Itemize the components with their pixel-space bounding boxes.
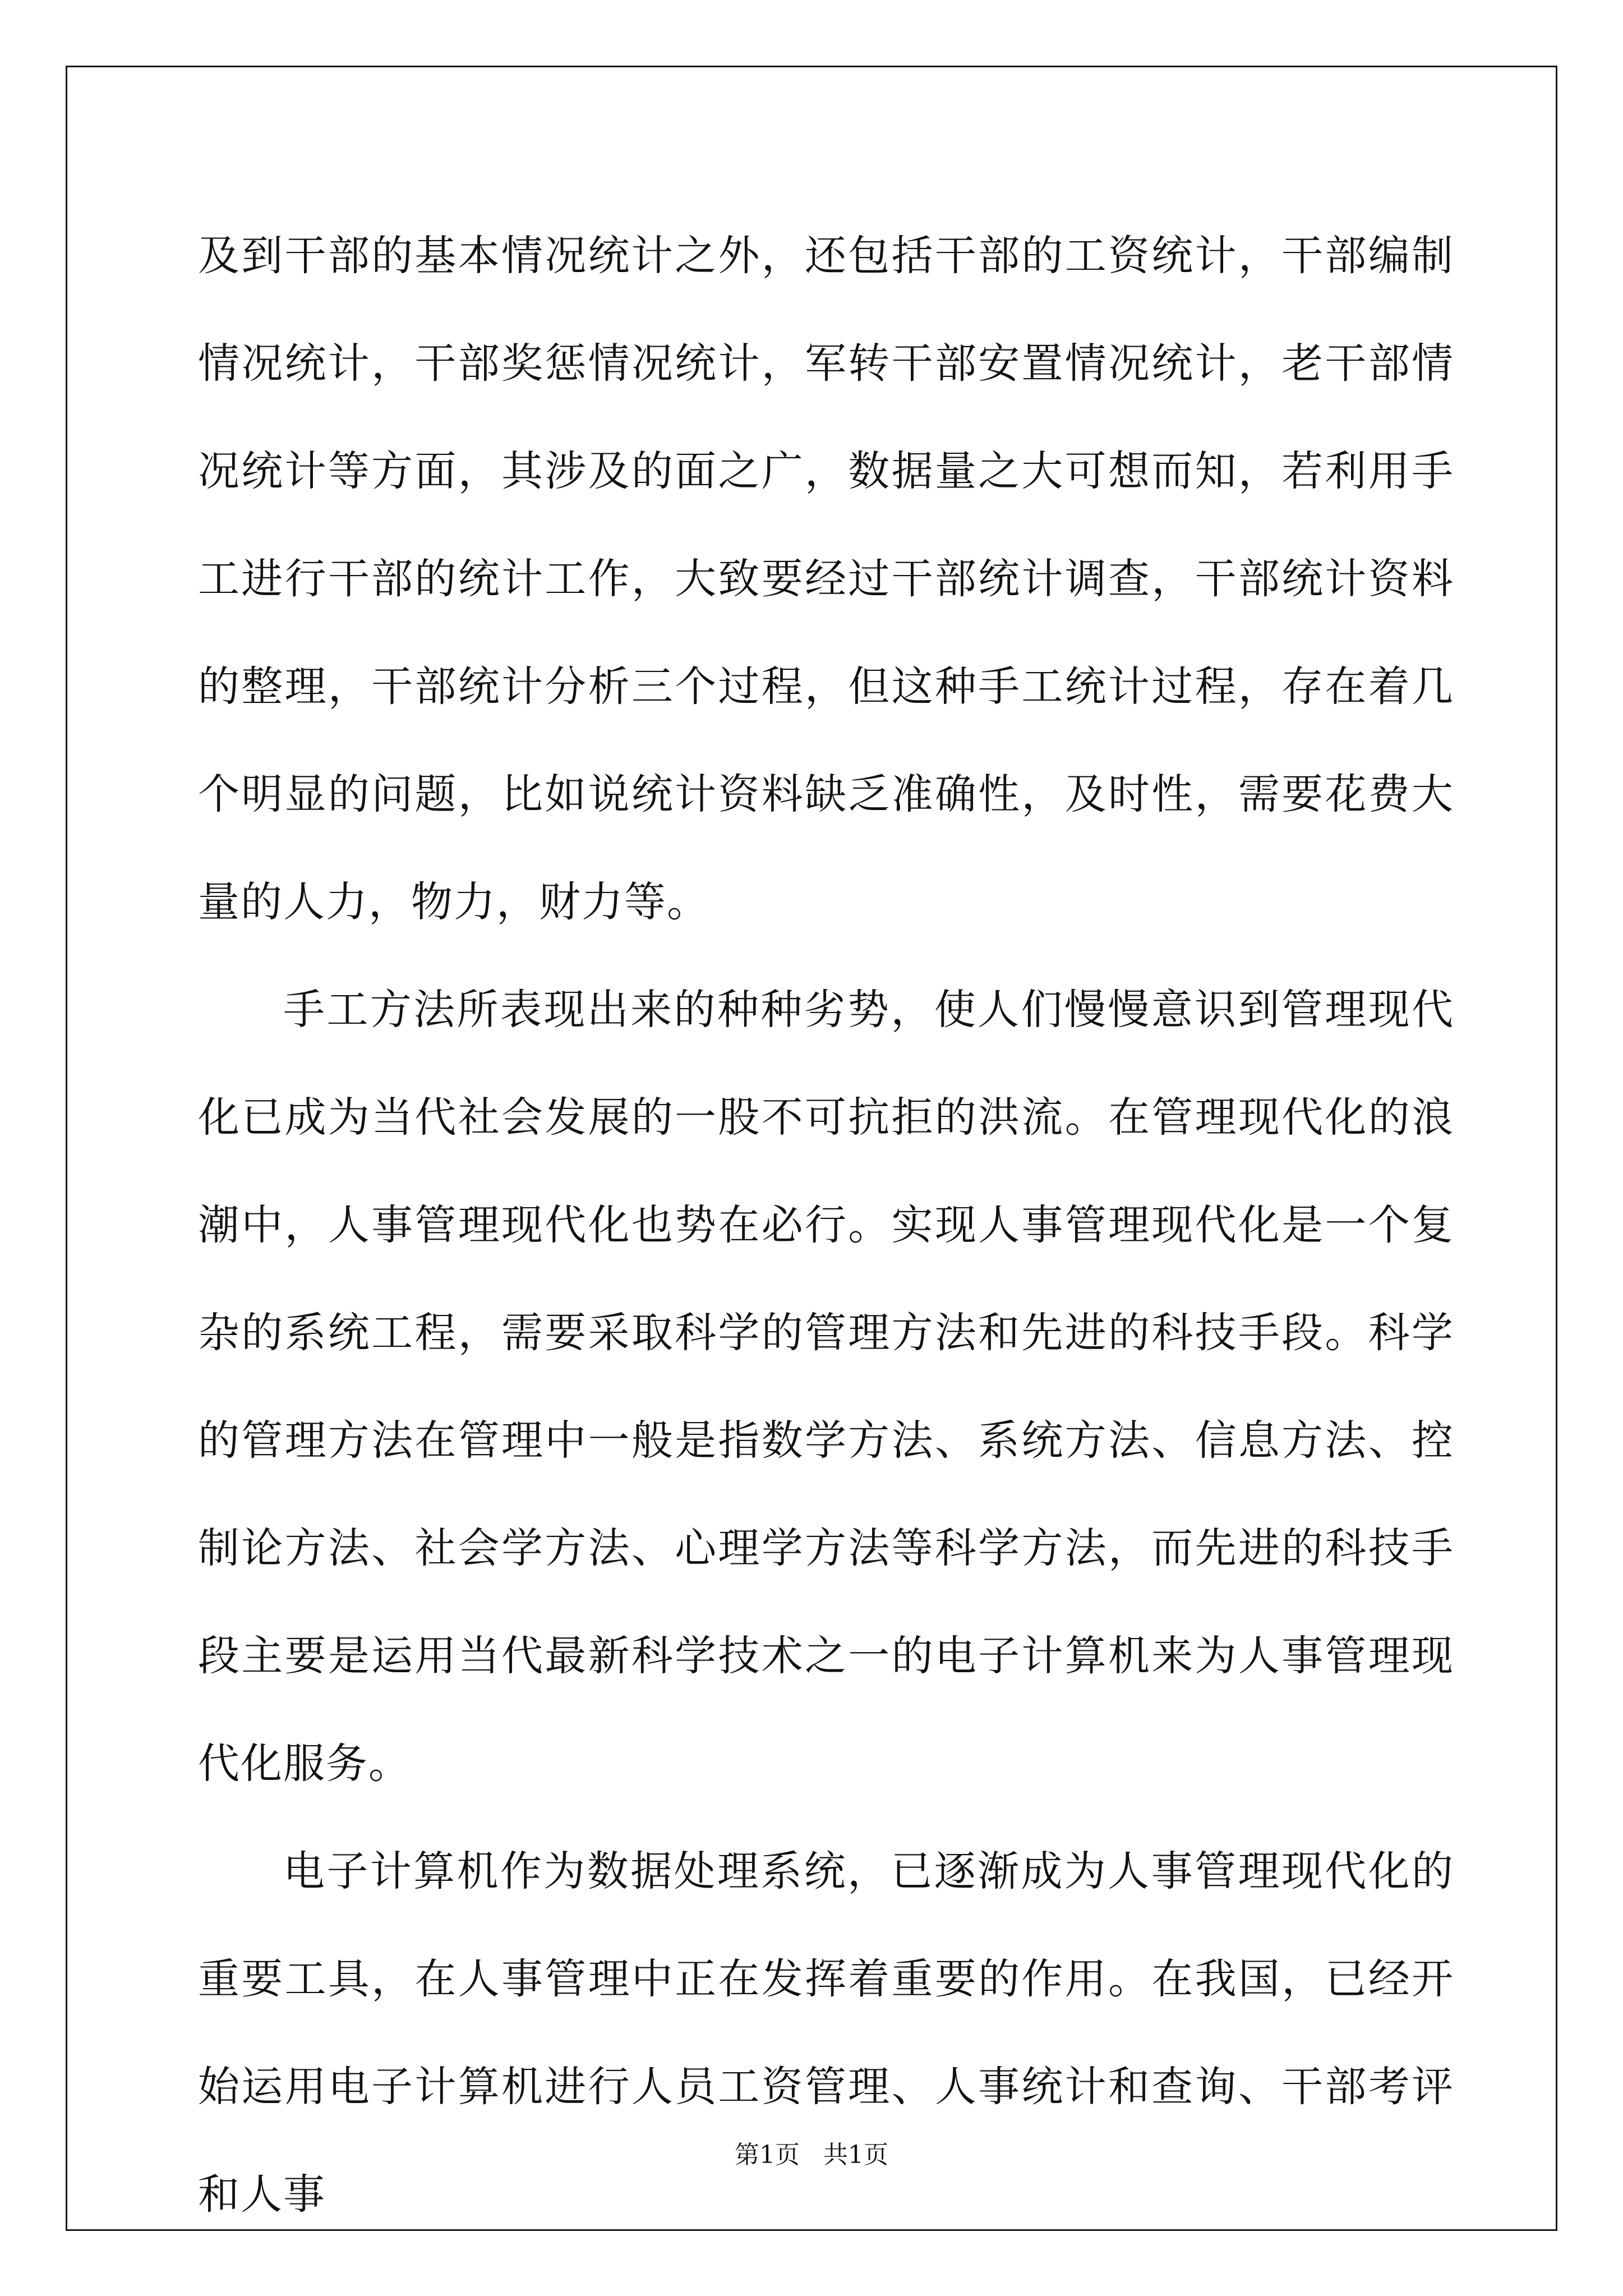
paragraph-2: 手工方法所表现出来的种种劣势，使人们慢慢意识到管理现代化已成为当代社会发展的一股不可抗拒的洪流。在管理现代化的浪潮中，人事管理现代化也势在必行。实现人事管理现代化是一个复杂的系统工程，需要采取科学的管理方法和先进的科技手段。科学的管理方法在管理中一般是指数学方法、系统方法、信息方法、控制论方法、社会学方法、心理学方法等科学方法，而先进的科技手段主要是运用当代最新科学技术之一的电子计算机来为人事管理现代化服务。	[198, 986, 1454, 1788]
document-body	[198, 202, 1454, 2248]
page-footer: 第1页 共1页	[735, 2141, 888, 2169]
paragraph-3: 电子计算机作为数据处理系统，已逐渐成为人事管理现代化的重要工具，在人事管理中正在发挥着重要的作用。在我国，已经开始运用电子计算机进行人员工资管理、人事统计和查询、干部考评和人事	[198, 1847, 1454, 2219]
paragraph-1: 及到干部的基本情况统计之外，还包括干部的工资统计，干部编制情况统计，干部奖惩情况统计，军转干部安置情况统计，老干部情况统计等方面，其涉及的面之广，数据量之大可想而知，若利用手工进行干部的统计工作，大致要经过干部统计调查，干部统计资料的整理，干部统计分析三个过程，但这种手工统计过程，存在着几个明显的问题，比如说统计资料缺乏准确性，及时性，需要花费大量的人力，物力，财力等。	[198, 232, 1454, 926]
